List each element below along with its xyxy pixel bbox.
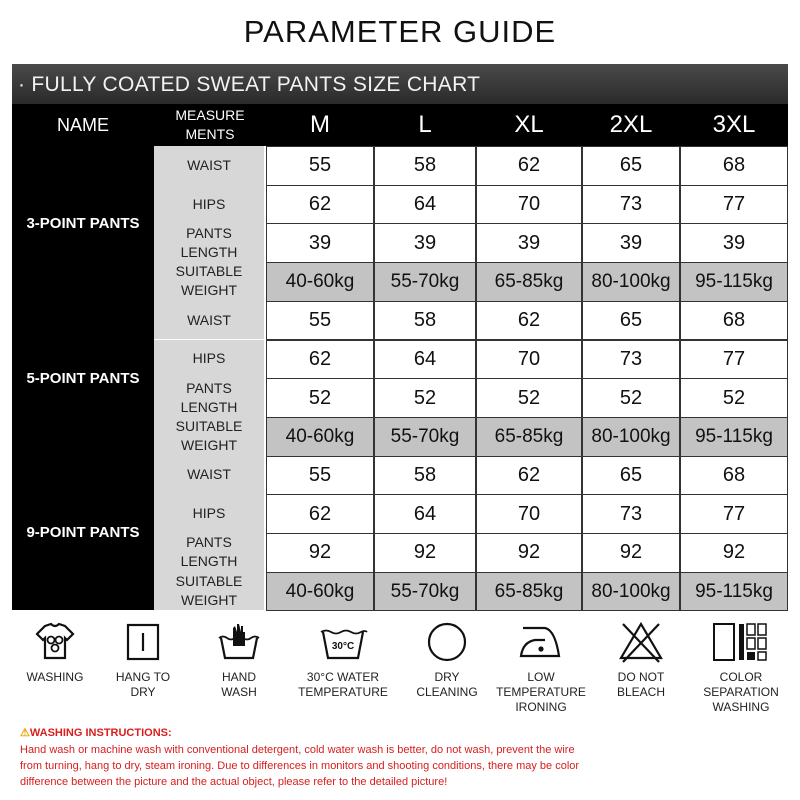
measurement-label-line1: WAIST [187,466,231,483]
measurement-label-line1: HIPS [192,350,226,367]
header-size-m: M [310,111,330,138]
care-item-do-not-bleach [592,618,690,700]
table-cell-2xl: 65 [582,301,680,341]
table-cell-3xl: 68 [680,146,788,186]
table-cell-xl: 65-85kg [476,417,582,457]
size-table [12,146,788,610]
header-name: NAME [56,114,109,135]
care-label-line3: WASHING [712,700,770,714]
header-measurements-line1: MEASURE [175,107,245,123]
table-cell-l: 58 [374,456,476,496]
washing-instructions-text [20,742,790,790]
table-cell-l: 64 [374,185,476,225]
instructions-line-2: from turning, hang to dry, steam ironing. Due to differences in monitors and shooting conditions, there may be color [20,760,580,772]
table-cell-l: 39 [374,223,476,263]
measurement-label [154,146,264,185]
table-cell-m: 62 [266,185,374,225]
water-temperature-icon-text: 30°C [331,641,355,652]
table-cell-2xl: 39 [582,223,680,263]
care-label-line2: WASH [221,685,257,699]
measurement-label-line1: WAIST [187,311,231,328]
table-cell-l: 92 [374,533,476,573]
table-cell-l: 58 [374,146,476,186]
care-label-line1: HANG TO [115,670,171,684]
table-cell-2xl: 52 [582,378,680,418]
table-cell-m: 55 [266,301,374,341]
table-cell-m: 39 [266,223,374,263]
care-label-line2: DRY [130,685,156,699]
table-cell-2xl: 73 [582,494,680,534]
care-item-hand-wash [190,618,288,700]
table-cell-m: 55 [266,146,374,186]
hand-wash-icon [215,618,263,666]
measurement-label [154,378,264,417]
measurement-label-line1: SUITABLE [175,263,243,280]
table-cell-2xl: 65 [582,456,680,496]
table-cell-3xl: 77 [680,185,788,225]
table-cell-m: 92 [266,533,374,573]
measurement-label-line2: LENGTH [180,243,238,260]
do-not-bleach-icon [617,618,665,666]
table-cell-3xl: 77 [680,340,788,380]
table-cell-xl: 70 [476,185,582,225]
table-cell-xl: 39 [476,223,582,263]
measurement-label [154,494,264,533]
care-label-line2: TEMPERATURE [496,685,586,699]
table-cell-l: 55-70kg [374,572,476,612]
measurement-label-line1: HIPS [192,195,226,212]
measurement-label-line1: SUITABLE [175,573,243,590]
measurement-label-line2: WEIGHT [181,437,237,454]
measurement-label-line1: PANTS [186,379,232,396]
table-cell-2xl: 73 [582,185,680,225]
care-label-line1: DO NOT [617,670,665,684]
table-cell-2xl: 65 [582,146,680,186]
measurement-label-line1: SUITABLE [175,418,243,435]
care-item-low-temperature-ironing [492,618,590,715]
measurement-label-line1: HIPS [192,505,226,522]
care-label-line1: LOW [527,670,555,684]
care-label-line1: WASHING [26,670,84,684]
table-cell-3xl: 77 [680,494,788,534]
table-cell-l: 55-70kg [374,262,476,302]
table-cell-xl: 92 [476,533,582,573]
header-size-l: L [418,111,432,138]
care-item-water-temperature [294,618,392,700]
hang-to-dry-icon [119,618,167,666]
warning-icon: ⚠ [20,727,30,739]
table-cell-xl: 62 [476,301,582,341]
header-size-3xl: 3XL [712,111,756,138]
instructions-line-3: difference between the picture and the actual object, please refer to the detailed picture! [20,776,448,788]
care-item-washing [6,618,104,685]
table-cell-l: 58 [374,301,476,341]
table-cell-m: 40-60kg [266,262,374,302]
color-separation-icon [712,618,770,666]
table-cell-xl: 70 [476,340,582,380]
table-cell-2xl: 80-100kg [582,262,680,302]
table-cell-m: 40-60kg [266,417,374,457]
table-cell-3xl: 95-115kg [680,417,788,457]
care-icons [0,618,800,722]
care-label-line1: HAND [221,670,256,684]
table-cell-3xl: 68 [680,456,788,496]
size-chart-subtitle: · FULLY COATED SWEAT PANTS SIZE CHART [12,64,788,104]
table-cell-l: 64 [374,340,476,380]
measurement-label [154,223,264,262]
measurement-label-line1: PANTS [186,534,232,551]
measurement-label-line2: WEIGHT [181,592,237,609]
header-size-xl: XL [514,111,544,138]
washing-instructions-title-row [20,726,790,740]
group-label-1: 3-POINT PANTS [12,146,154,301]
table-cell-xl: 65-85kg [476,262,582,302]
care-label-line2: CLEANING [416,685,478,699]
dry-cleaning-icon [423,618,471,666]
measurement-label [154,417,264,456]
care-label-line2: TEMPERATURE [298,685,388,699]
instructions-line-1: Hand wash or machine wash with conventional detergent, cold water wash is better, do not wash, prevent the wire [20,744,575,756]
table-cell-3xl: 92 [680,533,788,573]
care-label-line1: COLOR [719,670,763,684]
header-measurements-line2: MENTS [185,126,235,142]
care-item-dry-cleaning [398,618,496,700]
washing-icon [31,618,79,666]
table-cell-3xl: 95-115kg [680,262,788,302]
table-cell-xl: 62 [476,456,582,496]
measurement-label [154,185,264,224]
table-cell-2xl: 80-100kg [582,417,680,457]
header-size-2xl: 2XL [609,111,653,138]
care-item-hang-to-dry [94,618,192,700]
group-label-2: 5-POINT PANTS [12,301,154,456]
washing-instructions [20,726,790,790]
table-cell-2xl: 80-100kg [582,572,680,612]
care-label-line3: IRONING [515,700,567,714]
measurement-label-line1: WAIST [187,156,231,173]
table-header [12,104,788,146]
table-cell-xl: 65-85kg [476,572,582,612]
table-cell-m: 40-60kg [266,572,374,612]
measurement-label-line2: LENGTH [180,398,238,415]
table-cell-m: 52 [266,378,374,418]
table-cell-xl: 70 [476,494,582,534]
care-label-line1: 30°C WATER [306,670,380,684]
table-cell-m: 62 [266,340,374,380]
table-cell-3xl: 39 [680,223,788,263]
table-cell-2xl: 73 [582,340,680,380]
care-item-color-separation [692,618,790,715]
measurement-label [154,340,264,379]
care-label-line2: BLEACH [616,685,666,699]
care-label-line2: SEPARATION [703,685,779,699]
table-cell-xl: 52 [476,378,582,418]
header-measurements [154,104,266,146]
table-cell-l: 52 [374,378,476,418]
table-cell-3xl: 68 [680,301,788,341]
table-cell-m: 62 [266,494,374,534]
table-cell-l: 55-70kg [374,417,476,457]
measurement-label [154,533,264,572]
care-label-line1: DRY [434,670,460,684]
measurement-label-line2: WEIGHT [181,282,237,299]
group-label-3: 9-POINT PANTS [12,456,154,611]
washing-instructions-title: WASHING INSTRUCTIONS: [29,727,172,739]
table-cell-l: 64 [374,494,476,534]
water-temperature-icon [317,618,369,666]
low-temperature-ironing-icon [515,618,567,666]
table-cell-2xl: 92 [582,533,680,573]
table-cell-m: 55 [266,456,374,496]
measurement-label [154,456,264,495]
measurement-label-line2: LENGTH [180,553,238,570]
measurement-label [154,572,264,611]
table-cell-3xl: 95-115kg [680,572,788,612]
page-title: PARAMETER GUIDE [243,14,557,49]
table-cell-3xl: 52 [680,378,788,418]
table-cell-xl: 62 [476,146,582,186]
measurement-label [154,262,264,301]
measurement-label-line1: PANTS [186,224,232,241]
measurement-label [154,301,264,340]
